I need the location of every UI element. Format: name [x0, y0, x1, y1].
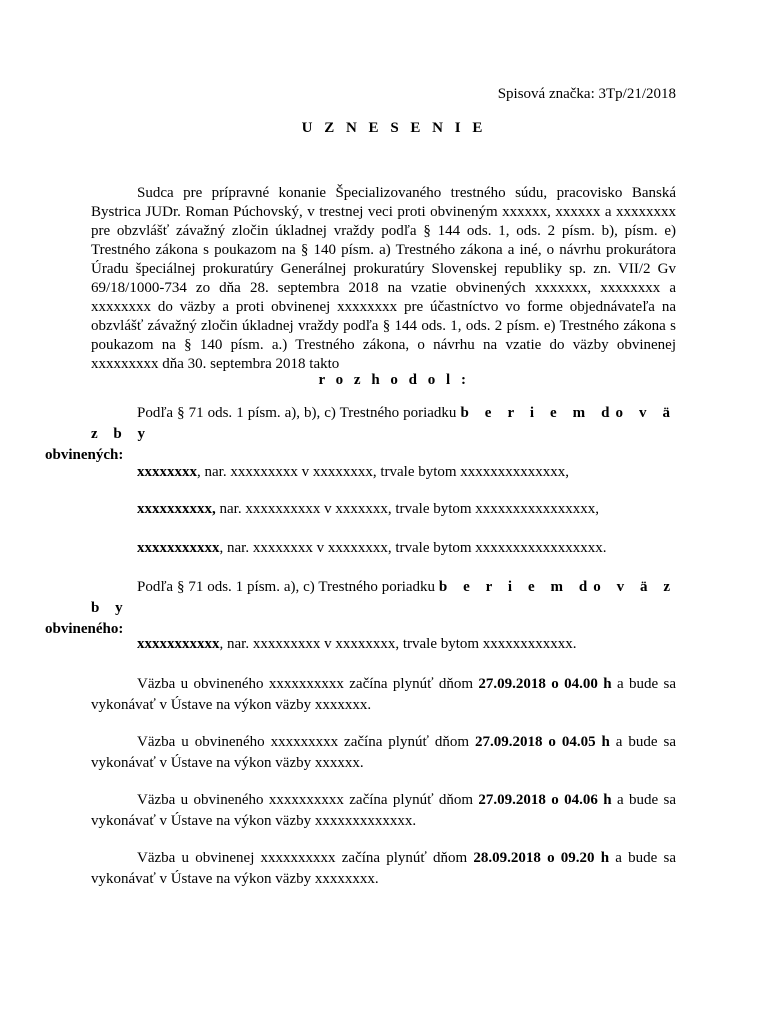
custody-text: Väzba u obvineného xxxxxxxxxx začína plynúť dňom: [137, 676, 479, 692]
custody-start: 27.09.2018 o 04.00 h: [478, 676, 612, 692]
file-reference: Spisová značka: 3Tp/21/2018: [497, 86, 676, 102]
custody-paragraph: [91, 848, 676, 890]
custody-text: Väzba u obvineného xxxxxxxxx začína plynúť dňom: [137, 734, 475, 750]
custody-text: Väzba u obvineného xxxxxxxxxx začína plynúť dňom: [137, 792, 479, 808]
custody-paragraph: [91, 674, 676, 716]
order-emphasis: b e r i e m do v ä z b y: [91, 579, 676, 616]
document-title: U Z N E S E N I E: [301, 120, 487, 136]
order-text: Podľa § 71 ods. 1 písm. a), b), c) Trestného poriadku: [137, 405, 461, 421]
person-name: xxxxxxxxxxx: [137, 540, 220, 556]
custody-paragraph: [91, 790, 676, 832]
custody-place: a bude sa vykonávať v Ústave na výkon väzby xxxxxx.: [91, 734, 676, 771]
person-entry: [137, 499, 677, 520]
person-details: nar. xxxxxxxxxx v xxxxxxx, trvale bytom xxxxxxxxxxxxxxxx,: [215, 501, 600, 517]
custody-place: a bude sa vykonávať v Ústave na výkon väzby xxxxxxxx.: [91, 850, 677, 887]
person-entry: [137, 634, 677, 655]
order-paragraph-1: [45, 403, 677, 466]
person-name: xxxxxxxx: [137, 464, 197, 480]
custody-text: Väzba u obvinenej xxxxxxxxxx začína plynúť dňom: [137, 850, 474, 866]
order-subject: obvinených:: [45, 447, 124, 463]
decision-heading: r o z h o d o l :: [318, 372, 470, 388]
person-details: , nar. xxxxxxxxx v xxxxxxxx, trvale bytom xxxxxxxxxxxx.: [219, 636, 577, 652]
person-details: , nar. xxxxxxxxx v xxxxxxxx, trvale bytom xxxxxxxxxxxxxx,: [197, 464, 570, 480]
order-emphasis: b e r i e m do v ä z b y: [91, 405, 677, 442]
custody-start: 27.09.2018 o 04.06 h: [478, 792, 612, 808]
custody-place: a bude sa vykonávať v Ústave na výkon väzby xxxxxxx.: [91, 676, 677, 713]
custody-start: 27.09.2018 o 04.05 h: [474, 734, 610, 750]
person-name: xxxxxxxxxx,: [137, 501, 216, 517]
order-text: Podľa § 71 ods. 1 písm. a), c) Trestného poriadku: [137, 579, 439, 595]
person-details: , nar. xxxxxxxx v xxxxxxxx, trvale bytom xxxxxxxxxxxxxxxxx.: [219, 540, 607, 556]
custody-start: 28.09.2018 o 09.20 h: [473, 850, 610, 866]
person-entry: [137, 462, 677, 483]
person-entry: [137, 538, 677, 559]
intro-paragraph: Sudca pre prípravné konanie Špecializovaného trestného súdu, pracovisko Banská Bystrica JUDr. Roman Púchovský, v trestnej veci proti obvineným xxxxxx, xxxxxx a xxxxxxxx pre obzvlášť závažný zločin úkladnej vraždy podľa § 144 ods. 1, ods. 2 písm. b), písm. e) Trestného zákona s poukazom na § 140 písm. a) Trestného zákona a iné, o návrhu prokurátora Úradu špeciálnej prokuratúry Generálnej prokuratúry Slovenskej republiky sp. zn. VII/2 Gv 69/18/1000-734 zo dňa 28. septembra 2018 na vzatie obvinených xxxxxxx, xxxxxxxx a xxxxxxxx do väzby a proti obvinenej xxxxxxxx pre účastníctvo vo forme objednávateľa na obzvlášť závažný zločin úkladnej vraždy podľa § 144 ods. 1, ods. 2 písm. e) Trestného zákona s poukazom na § 140 písm. a.) Trestného zákona, o návrhu na vzatie do väzby obvinenej xxxxxxxxx dňa 30. septembra 2018 takto: [91, 185, 676, 372]
order-paragraph-2: [45, 577, 676, 640]
person-name: xxxxxxxxxxx: [137, 636, 220, 652]
order-subject: obvineného:: [45, 621, 124, 637]
custody-paragraph: [91, 732, 676, 774]
custody-place: a bude sa vykonávať v Ústave na výkon väzby xxxxxxxxxxxxx.: [91, 792, 677, 829]
